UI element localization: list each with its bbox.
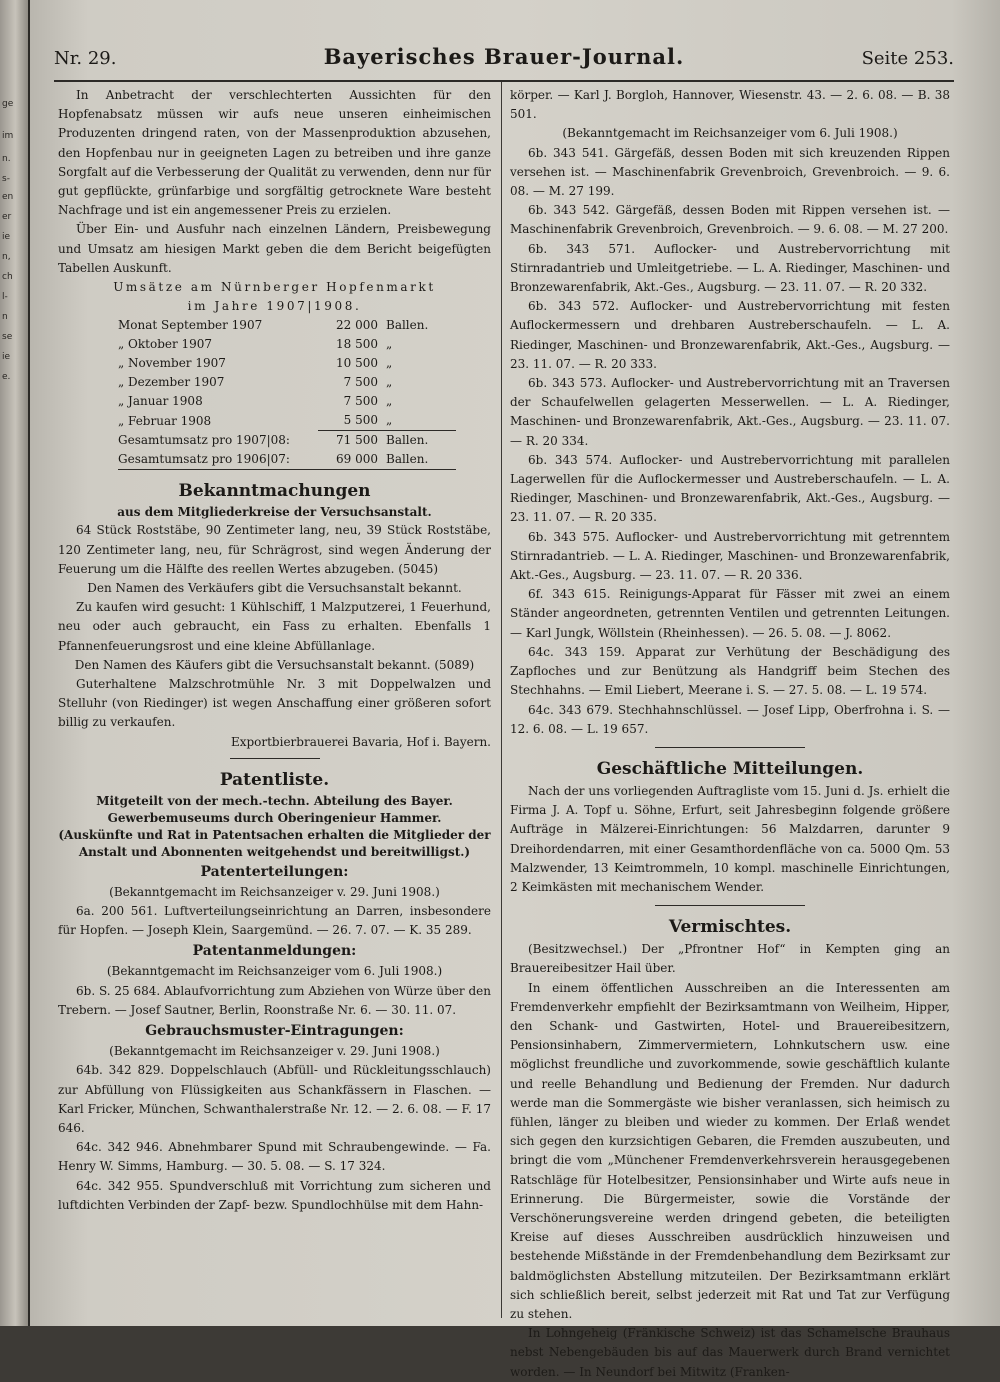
section-heading: Bekanntmachungen [178,481,371,502]
table-cell: 10 500 [336,356,378,371]
section-subheading: Mitgeteilt von der mech.-techn. Abteilung des Bayer. Gewerbemuseums durch Oberingenieur Hammer. [96,793,453,825]
patent-entry: 64c. 342 955. Spundverschluß mit Vorrichtung zum sicheren und luftdichten Verbinden der Zapf- bezw. Spundlochhülse mit dem Hahn- [58,1178,491,1212]
table-row [118,373,456,392]
patent-entry: 6b. 343 573. Auflocker- und Austrebervorrichtung mit an Traversen der Schaufelwellen gelagerten Messerwellen. — L. A. Riedinger, Maschinen- und Bronzewarenfabrik, Akt.-Ges., Augsburg. — 23. 11. 07. — R. 20 334. [510,376,950,448]
table-cell: Gesamtumsatz pro 1906|07: [118,450,318,470]
patent-entry: 6b. 343 574. Auflocker- und Austrebervorrichtung mit parallelen Lagerwellen für die Auflockermesser und Austreberschaufeln. — L. A. Riedinger, Maschinen- und Bronzewarenfabrik, Akt.-Ges., Augsburg. — 23. 11. 07. — R. 20 335. [510,452,950,525]
binding-fragment: ie [2,352,11,362]
table-cell: „ [386,337,393,352]
table-sum-row [118,431,456,451]
publication-date: (Bekanntgemacht im Reichsanzeiger v. 29. Juni 1908.) [109,1044,440,1059]
publication-date: (Bekanntgemacht im Reichsanzeiger v. 29. Juni 1908.) [109,884,440,899]
intro-paragraph: In Anbetracht der verschlechterten Aussichten für den Hopfenabsatz müssen wir aufs neue unseren einheimischen Produzenten dringend raten, von der Massenproduktion abzusehen, den Hopfenbau nur in geeigneten Lagen zu betreiben und ihre ganze Sorgfalt auf die Verbesserung der Qualität zu verwenden, denn nur für gut gepflückte, grünfarbige und sorgfältig getrocknete Ware besteht Nachfrage und ist ein angemessener Preis zu erzielen. [58,88,491,218]
notice-paragraph: Guterhaltene Malzschrotmühle Nr. 3 mit Doppelwalzen und Stelluhr (von Riedinger) ist wegen Anschaffung einer größeren sofort billig zu verkaufen. [58,677,491,730]
table-cell: 69 000 [318,450,386,470]
binding-fragment: l- [2,292,8,302]
business-paragraph: Nach der uns vorliegenden Auftragliste vom 15. Juni d. Js. erhielt die Firma J. A. Topf u. Söhne, Erfurt, seit Jahresbeginn folgende größere Aufträge in Mälzerei-Einrichtungen: 56 Malzdarren, darunter 9 Dreihordendarren, mit einer Gesamthordenfläche von ca. 5000 Qm. 53 Malzwender, 13 Keimtrommeln, 10 kompl. maschinelle Einrichtungen, 2 Keimkästen mit mechanischem Wender. [510,783,950,894]
table-cell: „ Dezember 1907 [118,375,225,390]
binding-fragment: s- [2,174,10,184]
table-cell: 5 500 [343,413,378,428]
table-cell: 7 500 [343,394,378,409]
binding-edge [0,0,30,1326]
binding-fragment: se [2,332,13,342]
section-heading: Patentliste. [219,769,330,790]
page-header [54,44,954,74]
binding-fragment: ie [2,232,11,242]
journal-title: Bayerisches Brauer-Journal. [323,44,685,69]
publication-date: (Bekanntgemacht im Reichsanzeiger vom 6. Juli 1908.) [106,964,443,979]
table-cell: „ [386,375,393,390]
table-row [118,392,456,411]
section-subheading: (Auskünfte und Rat in Patentsachen erhalten die Mitglieder der Anstalt und Abonnenten weitgehendst und bereitwilligst.) [58,827,491,859]
binding-fragment: e. [2,372,11,382]
notice-signature: Exportbierbrauerei Bavaria, Hof i. Bayern. [230,734,491,749]
patent-entry: 6b. 343 541. Gärgefäß, dessen Boden mit sich kreuzenden Rippen versehen ist. — Maschinenfabrik Grevenbroich, Grevenbroich. — 9. 6. 08. — M. 27 199. [510,145,950,199]
table-row [118,354,456,373]
table-cell: Ballen. [386,450,456,470]
section-subheading: aus dem Mitgliederkreise der Versuchsanstalt. [117,505,432,520]
header-rule [54,80,954,82]
patent-entry: 6b. 343 575. Auflocker- und Austrebervorrichtung mit getrenntem Stirnradantrieb. — L. A. Riedinger, Maschinen- und Bronzewarenfabrik, Akt.-Ges., Augsburg. — 23. 11. 07. — R. 20 336. [510,529,950,583]
binding-fragment: ch [2,272,13,282]
intro-paragraph: Über Ein- und Ausfuhr nach einzelnen Ländern, Preisbewegung und Umsatz am hiesigen Markt geben die dem Bericht beigefügten Tabellen Auskunft. [58,222,491,275]
patent-entry: 6a. 200 561. Luftverteilungseinrichtung an Darren, insbesondere für Hopfen. — Joseph Klein, Saargemünd. — 26. 7. 07. — K. 35 289. [58,904,491,938]
patent-entry: 64c. 343 679. Stechhahnschlüssel. — Josef Lipp, Oberfrohna i. S. — 12. 6. 08. — L. 19 657. [510,702,950,736]
notice-paragraph: 64 Stück Roststäbe, 90 Zentimeter lang, neu, 39 Stück Roststäbe, 120 Zentimeter lang, neu, für Schrägrost, sind wegen Änderung der Feuerung um die Hälfte des reellen Wertes abzugeben. (5045) [58,523,491,576]
hop-turnover-table [118,316,456,470]
section-heading: Vermischtes. [668,917,792,938]
binding-fragment: n. [2,154,11,164]
table-cell: Ballen. [386,431,456,451]
table-cell: „ Februar 1908 [118,413,212,428]
table-cell: „ [386,413,393,428]
subsection-heading: Gebrauchsmuster-Eintragungen: [145,1023,404,1040]
binding-fragment: er [2,212,12,222]
subsection-heading: Patentanmeldungen: [192,943,357,960]
table-cell: 18 500 [336,337,378,352]
table-cell: Gesamtumsatz pro 1907|08: [118,433,290,448]
left-column [58,86,491,1215]
page-number: Seite 253. [861,48,954,69]
binding-fragment: im [2,131,14,141]
section-divider [655,747,805,748]
table-cell: 7 500 [343,375,378,390]
section-divider [230,758,320,759]
table-row [118,335,456,354]
publication-date: (Bekanntgemacht im Reichsanzeiger vom 6. Juli 1908.) [562,126,898,141]
patent-entry: 6b. S. 25 684. Ablaufvorrichtung zum Abziehen von Würze über den Trebern. — Josef Sautner, Berlin, Roonstraße Nr. 6. — 30. 11. 07. [58,983,491,1017]
patent-entry: 6b. 343 542. Gärgefäß, dessen Boden mit Rippen versehen ist. — Maschinenfabrik Grevenbroich, Grevenbroich. — 9. 6. 08. — M. 27 200. [510,203,950,237]
table-cell: „ [386,394,393,409]
table-cell: Ballen. [386,318,429,333]
table-cell: 71 500 [318,431,386,451]
misc-paragraph: (Besitzwechsel.) Der „Pfrontner Hof“ in Kempten ging an Brauereibesitzer Hail über. [510,942,950,976]
table-row [118,316,456,335]
table-sum-row [118,450,456,470]
binding-fragment: ge [2,99,14,109]
table-title: Umsätze am Nürnberger Hopfenmarkt [113,280,436,295]
patent-entry: 64c. 342 946. Abnehmbarer Spund mit Schraubengewinde. — Fa. Henry W. Simms, Hamburg. — 30. 5. 08. — S. 17 324. [58,1140,491,1174]
notice-paragraph: Zu kaufen wird gesucht: 1 Kühlschiff, 1 Malzputzerei, 1 Feuerhund, neu oder auch gebraucht, ein Fass zu erhalten. Ebenfalls 1 Pfannenfeuerungsrost und eine kleine Abfüllanlage. [58,600,491,653]
notice-paragraph: Den Namen des Verkäufers gibt die Versuchsanstalt bekannt. [87,581,462,596]
subsection-heading: Patenterteilungen: [200,863,349,880]
table-cell: Monat September 1907 [118,318,263,333]
binding-fragment: n, [2,252,11,262]
patent-entry: körper. — Karl J. Borgloh, Hannover, Wiesenstr. 43. — 2. 6. 08. — B. 38 501. [510,88,950,122]
newspaper-page [30,0,1000,1379]
patent-entry: 64b. 342 829. Doppelschlauch (Abfüll- und Rückleitungsschlauch) zur Abfüllung von Flüssigkeiten aus Schankfässern in Flaschen. — Karl Fricker, München, Schwanthalerstraße Nr. 12. — 2. 6. 08. — F. 17 646. [58,1063,491,1135]
patent-entry: 6b. 343 571. Auflocker- und Austrebervorrichtung mit Stirnradantrieb und Umleitgetriebe. — L. A. Riedinger, Maschinen- und Bronzewarenfabrik, Akt.-Ges., Augsburg. — 23. 11. 07. — R. 20 332. [510,241,950,295]
table-cell: „ Januar 1908 [118,394,203,409]
column-rule [501,82,502,1318]
table-cell: „ Oktober 1907 [118,337,213,352]
notice-paragraph: Den Namen des Käufers gibt die Versuchsanstalt bekannt. (5089) [74,657,475,672]
table-cell: 22 000 [336,318,378,333]
table-row [118,411,456,431]
binding-fragment: n [2,312,8,322]
misc-paragraph: In Lohngeheig (Fränkische Schweiz) ist das Schamelsche Brauhaus nebst Nebengebäuden bis auf das Mauerwerk durch Brand vernichtet worden. — In Neundorf bei Mitwitz (Franken- [510,1326,950,1379]
table-title: im Jahre 1907|1908. [187,299,362,314]
table-cell: „ [386,356,393,371]
section-divider [655,905,805,906]
issue-number: Nr. 29. [54,48,117,69]
patent-entry: 6f. 343 615. Reinigungs-Apparat für Fässer mit zwei an einem Ständer angeordneten, getrennten Ventilen und getrennten Leitungen. — Karl Jungk, Wöllstein (Rheinhessen). — 26. 5. 08. — J. 8062. [510,587,950,640]
right-column [510,86,950,1382]
patent-entry: 64c. 343 159. Apparat zur Verhütung der Beschädigung des Zapfloches und zur Benützung als Handgriff beim Stechen des Stechhahns. — Emil Liebert, Meerane i. S. — 27. 5. 08. — L. 19 574. [510,644,950,698]
table-cell: „ November 1907 [118,356,226,371]
section-heading: Geschäftliche Mitteilungen. [596,758,864,779]
patent-entry: 6b. 343 572. Auflocker- und Austrebervorrichtung mit festen Auflockermessern und drehbaren Austreberschaufeln. — L. A. Riedinger, Maschinen- und Bronzewarenfabrik, Akt.-Ges., Augsburg. — 23. 11. 07. — R. 20 333. [510,299,950,371]
misc-paragraph: In einem öffentlichen Ausschreiben an die Interessenten am Fremdenverkehr empfiehlt der Bezirksamtmann von Weilheim, Hipper, den Schank- und Gastwirten, Hotel- und Brauereibesitzern, Pensionsinhabern, Zimmervermietern, Lohnkutschern usw. eine möglichst freundliche und zuvorkommende, sowie geschäftlich kulante und reelle Behandlung und Bedienung der Fremden. Nur dadurch werde man die Sommergäste wie bisher veranlassen, sich heimisch zu fühlen, länger zu bleiben und wieder zu kommen. Der Erlaß wendet sich gegen den kurzsichtigen Gebaren, die Fremden auszubeuten, und bringt die vom „Münchener Fremdenverkehrsverein herausgegebenen Ratschläge für Hotelbesitzer, Pensionsinhaber und Wirte aufs neue in Erinnerung. Die Bürgermeister, sowie die Vorstände der Verschönerungsvereine werden dringend gebeten, die beteiligten Kreise auf dieses Ausschreiben ausdrücklich hinzuweisen und bestehende Mißstände in der Fremdenbehandlung dem Bezirksamt zur baldmöglichsten Abstellung mitzuteilen. Der Bezirksamtmann erklärt sich schließlich bereit, selbst jederzeit mit Rat und Tat zur Verfügung zu stehen. [510,980,950,1321]
binding-fragment: en [2,192,14,202]
